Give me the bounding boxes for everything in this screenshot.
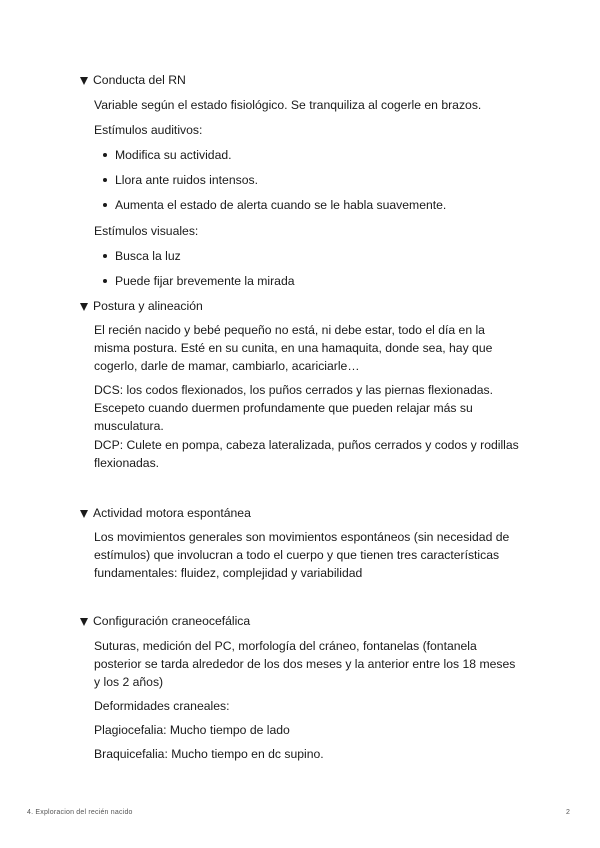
list-item	[94, 147, 446, 172]
paragraph: DCP: Culete en pompa, cabeza lateralizada, puños cerrados y codos y rodillas flexionadas.	[94, 438, 519, 470]
bullet-icon	[103, 203, 107, 207]
list-item-text: Modifica su actividad.	[115, 148, 232, 162]
bullet-icon	[103, 279, 107, 283]
list-item	[94, 197, 446, 222]
visual-stimuli-list	[94, 248, 295, 298]
list-item-text: Llora ante ruidos intensos.	[115, 173, 258, 187]
paragraph: Plagiocefalia: Mucho tiempo de lado	[94, 723, 290, 737]
paragraph: Variable según el estado fisiológico. Se tranquiliza al cogerle en brazos.	[94, 98, 482, 112]
toggle-actividad-motora[interactable]	[80, 505, 251, 521]
toggle-configuracion-craneocefalica[interactable]	[80, 613, 250, 629]
triangle-down-icon	[80, 510, 88, 518]
section-title: Postura y alineación	[93, 299, 203, 313]
paragraph: DCS: los codos flexionados, los puños cerrados y las piernas flexionadas. Escepeto cuando duermen profundamente que pueden relajar más su musculatura.	[94, 383, 494, 433]
triangle-down-icon	[80, 303, 88, 311]
footer-page-number: 2	[566, 809, 570, 816]
paragraph: Deformidades craneales:	[94, 699, 230, 713]
footer-chapter-title: 4. Exploracion del recién nacido	[27, 809, 133, 816]
triangle-down-icon	[80, 618, 88, 626]
paragraph: Braquicefalia: Mucho tiempo en dc supino.	[94, 747, 324, 761]
list-item-text: Busca la luz	[115, 249, 181, 263]
section-title: Actividad motora espontánea	[93, 506, 251, 520]
auditory-stimuli-list	[94, 147, 446, 222]
bullet-icon	[103, 178, 107, 182]
section-title: Conducta del RN	[93, 73, 186, 87]
toggle-conducta-rn[interactable]	[80, 72, 186, 88]
section-title: Configuración craneocefálica	[93, 614, 251, 628]
toggle-postura-alineacion[interactable]	[80, 298, 203, 314]
paragraph: El recién nacido y bebé pequeño no está, ni debe estar, todo el día en la misma postura. Esté en su cunita, en una hamaquita, donde sea, hay que cogerlo, darle de mamar, cambiarlo, acariciarle…	[94, 323, 493, 373]
paragraph: Estímulos auditivos:	[94, 123, 203, 137]
triangle-down-icon	[80, 77, 88, 85]
bullet-icon	[103, 153, 107, 157]
bullet-icon	[103, 254, 107, 258]
list-item-text: Puede fijar brevemente la mirada	[115, 274, 295, 288]
list-item-text: Aumenta el estado de alerta cuando se le habla suavemente.	[115, 198, 447, 212]
list-item	[94, 273, 295, 298]
list-item	[94, 248, 295, 273]
paragraph: Los movimientos generales son movimientos espontáneos (sin necesidad de estímulos) que involucran a todo el cuerpo y que tienen tres características fundamentales: fluidez, complejidad y variabilidad	[94, 530, 510, 580]
list-item	[94, 172, 446, 197]
paragraph: Estímulos visuales:	[94, 224, 199, 238]
paragraph: Suturas, medición del PC, morfología del cráneo, fontanelas (fontanela posterior se tarda alrededor de los dos meses y la anterior entre los 18 meses y los 2 años)	[94, 639, 516, 689]
